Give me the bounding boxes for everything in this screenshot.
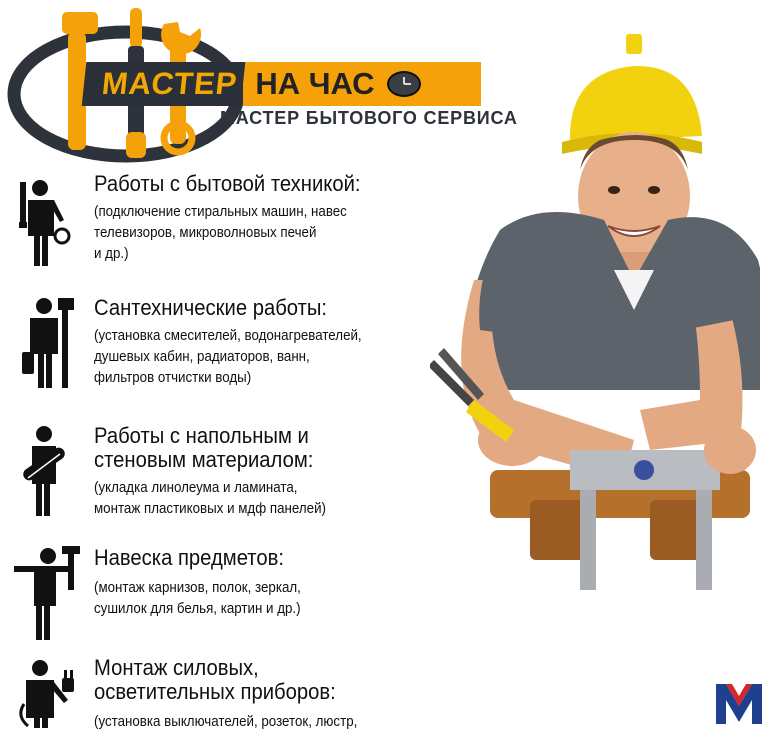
service-desc-line: монтаж пластиковых и мдф панелей): [94, 501, 326, 517]
service-title-line: Работы с напольным и: [94, 423, 309, 448]
worker-hammer-icon: [14, 546, 80, 646]
service-desc-line: и др.): [94, 246, 129, 262]
clock-icon: [387, 71, 421, 97]
service-desc-line: (установка смесителей, водонагревателей,: [94, 328, 362, 344]
service-desc-line: (монтаж карнизов, полок, зеркал,: [94, 580, 301, 596]
service-desc-line: душевых кабин, радиаторов, ванн,: [94, 349, 310, 365]
service-title: [94, 296, 327, 320]
service-desc-line: сушилок для белья, картин и др.): [94, 601, 301, 617]
service-description: [94, 712, 357, 733]
worker-screwdriver-icon: [14, 172, 74, 272]
brand-m-badge-icon: [714, 680, 764, 726]
service-description: [94, 202, 347, 265]
worker-roll-icon: [14, 424, 74, 524]
service-title-line: осветительных приборов:: [94, 679, 336, 704]
service-title: [94, 656, 336, 704]
plumber-wrench-icon: [14, 296, 84, 396]
service-desc-line: (установка выключателей, розеток, люстр,: [94, 714, 358, 730]
service-description: [94, 326, 362, 389]
logo-title-part1: МАСТЕР: [82, 62, 246, 106]
service-desc-line: фильтров отчистки воды): [94, 370, 252, 386]
service-title-line: Монтаж силовых,: [94, 655, 259, 680]
service-title: [94, 424, 313, 472]
service-title: [94, 546, 284, 570]
ladder-icon: [570, 450, 720, 590]
service-title-line: Навеска предметов:: [94, 545, 284, 570]
service-title: [94, 172, 361, 196]
service-desc-line: (укладка линолеума и ламината,: [94, 480, 298, 496]
service-desc-line: (подключение стиральных машин, навес: [94, 204, 347, 220]
service-description: [94, 478, 326, 520]
handyman-with-pliers-image: [430, 30, 760, 590]
logo-subtitle: МАСТЕР БЫТОВОГО СЕРВИСА: [220, 108, 518, 128]
electrician-plug-icon: [14, 656, 80, 728]
logo-title-part2: НА ЧАС: [255, 66, 375, 101]
service-title-line: стеновым материалом:: [94, 447, 314, 472]
service-desc-line: телевизоров, микроволновых печей: [94, 225, 317, 241]
logo-title-bar: [84, 62, 481, 106]
service-title-line: Сантехнические работы:: [94, 295, 328, 320]
service-title-line: Работы с бытовой техникой:: [94, 171, 361, 196]
service-description: [94, 578, 301, 620]
